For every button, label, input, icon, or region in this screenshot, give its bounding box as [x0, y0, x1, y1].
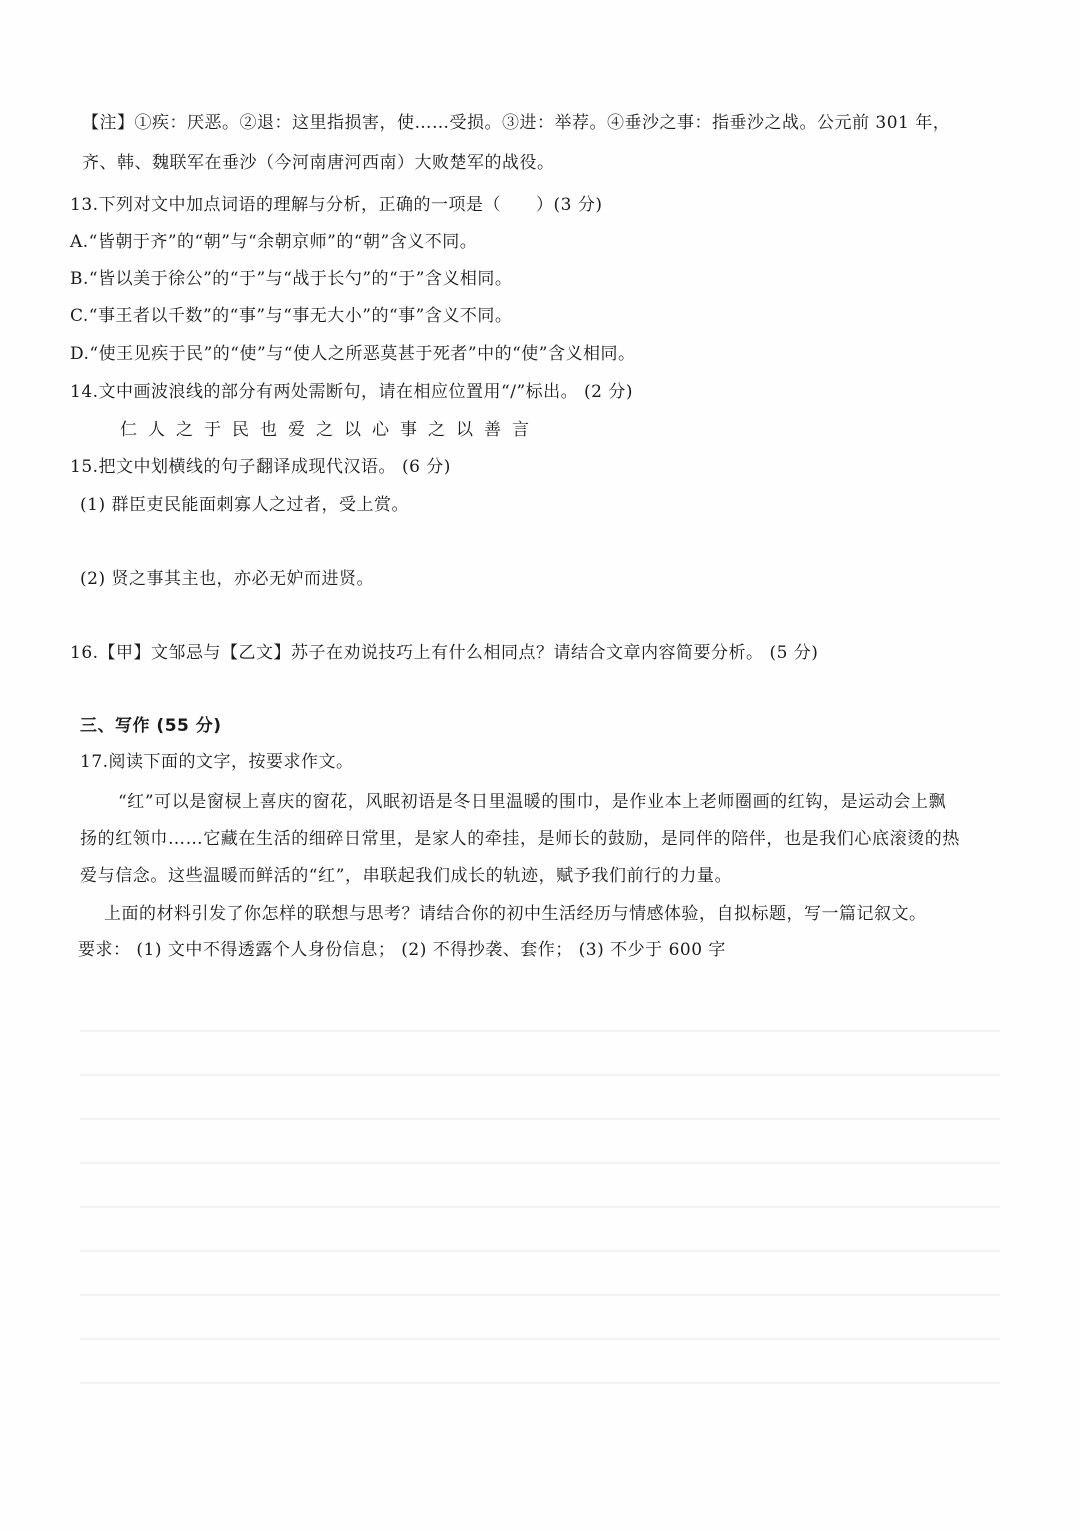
q17-requirements: 要求： (1) 文中不得透露个人身份信息； (2) 不得抄袭、套作； (3) 不少于 600 字 [78, 940, 726, 960]
q13-option-b: B.“皆以美于徐公”的“于”与“战于长勺”的“于”含义相同。 [70, 269, 513, 289]
faint-rule [80, 1074, 1000, 1076]
faint-rule [80, 1294, 1000, 1296]
section-3-title: 三、写作 (55 分) [80, 716, 222, 736]
q16-stem: 16.【甲】文邹忌与【乙文】苏子在劝说技巧上有什么相同点？请结合文章内容简要分析。 (5 分) [70, 643, 819, 663]
q15-item-2: (2) 贤之事其主也，亦必无妒而进贤。 [80, 569, 374, 589]
faint-rule [80, 1382, 1000, 1384]
q17-material-line-1: “红”可以是窗棂上喜庆的窗花，风眠初语是冬日里温暖的围巾，是作业本上老师圈画的红钩，是运动会上飘 [118, 792, 947, 812]
faint-rule [80, 1250, 1000, 1252]
q14-stem: 14.文中画波浪线的部分有两处需断句，请在相应位置用“/”标出。 (2 分) [70, 382, 634, 402]
q17-stem: 17.阅读下面的文字，按要求作文。 [80, 752, 354, 772]
faint-rule [80, 1030, 1000, 1032]
q13-option-d: D.“使王见疾于民”的“使”与“使人之所恶莫甚于死者”中的“使”含义相同。 [70, 344, 636, 364]
faint-rule [80, 1162, 1000, 1164]
q15-stem: 15.把文中划横线的句子翻译成现代汉语。 (6 分) [70, 457, 451, 477]
q13-stem: 13.下列对文中加点词语的理解与分析，正确的一项是（ ）(3 分) [70, 195, 603, 215]
q13-option-c: C.“事王者以千数”的“事”与“事无大小”的“事”含义不同。 [70, 306, 513, 326]
q17-material-line-2: 扬的红领巾……它藏在生活的细碎日常里，是家人的牵挂，是师长的鼓励，是同伴的陪伴，也是我们心底滚烫的热 [80, 829, 960, 849]
q15-item-1: (1) 群臣吏民能面刺寡人之过者，受上赏。 [80, 495, 409, 515]
faint-rule [80, 1118, 1000, 1120]
q13-option-a: A.“皆朝于齐”的“朝”与“余朝京师”的“朝”含义不同。 [70, 232, 478, 252]
note-line-1: 【注】①疾：厌恶。②退：这里指损害，使……受损。③进：举荐。④垂沙之事：指垂沙之战。公元前 301 年， [82, 113, 951, 133]
faint-rule [80, 1338, 1000, 1340]
note-line-2: 齐、韩、魏联军在垂沙（今河南唐河西南）大败楚军的战役。 [82, 153, 555, 173]
faint-rule [80, 1206, 1000, 1208]
q17-prompt: 上面的材料引发了你怎样的联想与思考？请结合你的初中生活经历与情感体验，自拟标题，写一篇记叙文。 [104, 904, 927, 924]
writing-area [60, 1010, 1020, 1430]
q17-material-line-3: 爱与信念。这些温暖而鲜活的“红”，串联起我们成长的轨迹，赋予我们前行的力量。 [80, 866, 733, 886]
q14-sentence: 仁人之于民也爱之以心事之以善言 [120, 420, 540, 440]
